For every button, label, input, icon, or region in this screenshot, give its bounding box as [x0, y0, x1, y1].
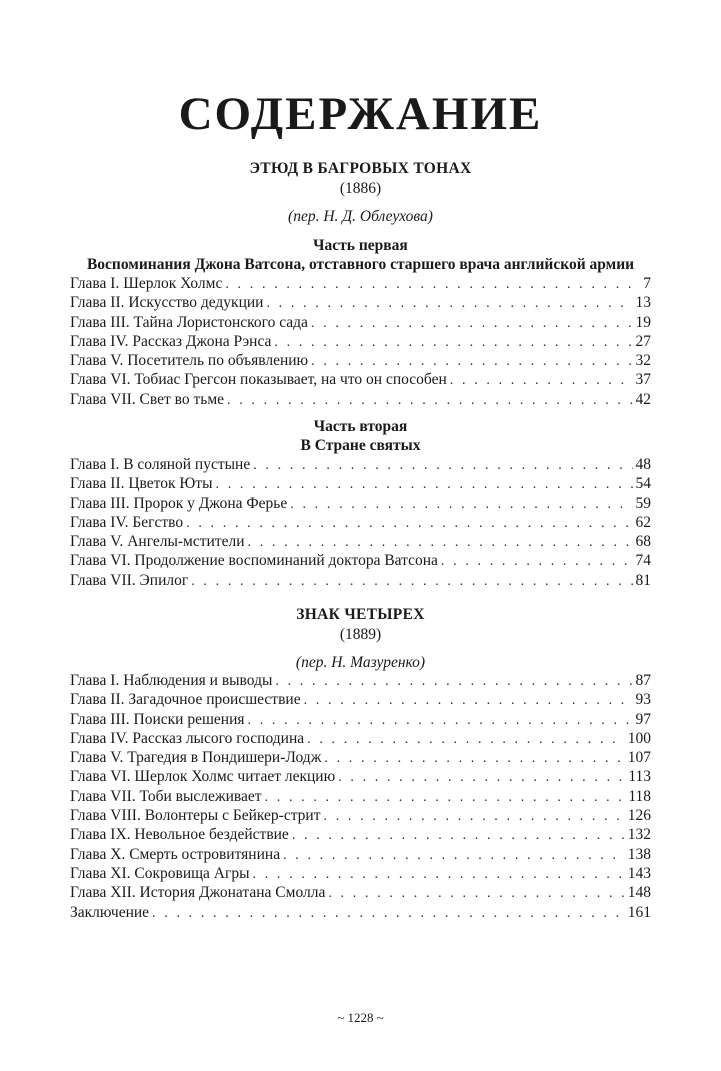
toc-leader-dots — [275, 672, 632, 691]
toc-entry[interactable] — [70, 903, 651, 922]
work2-chapter-list — [70, 671, 651, 922]
toc-entry[interactable] — [70, 806, 651, 825]
toc-leader-dots — [283, 846, 625, 865]
toc-entry[interactable] — [70, 748, 651, 767]
toc-leader-dots — [248, 533, 633, 552]
toc-leader-dots — [311, 352, 632, 371]
toc-entry-page: 48 — [635, 456, 651, 473]
toc-entry[interactable] — [70, 710, 651, 729]
toc-leader-dots — [274, 333, 632, 352]
toc-entry-page: 100 — [627, 729, 651, 747]
work1-part1-chapter-list — [70, 274, 651, 409]
toc-entry[interactable] — [70, 571, 651, 590]
toc-entry-title: Глава III. Тайна Лористонского сада — [70, 313, 308, 331]
toc-entry-title: Глава X. Смерть островитянина — [70, 845, 281, 863]
work1-title: ЭТЮД В БАГРОВЫХ ТОНАХ — [249, 160, 472, 177]
toc-entry[interactable] — [70, 370, 651, 389]
toc-entry[interactable] — [70, 883, 651, 902]
toc-entry-title: Глава II. Цветок Юты — [70, 475, 213, 493]
toc-entry-title: Глава III. Пророк у Джона Ферье — [70, 494, 288, 512]
toc-entry[interactable] — [70, 390, 651, 409]
toc-entry-title: Глава VIII. Волонтеры с Бейкер-стрит — [70, 807, 321, 825]
toc-entry-title: Глава I. В соляной пустыне — [70, 456, 251, 473]
toc-entry-page: 143 — [627, 864, 651, 882]
toc-entry-title: Глава V. Посетитель по объявлению — [70, 352, 309, 370]
toc-entry-title: Глава II. Искусство дедукции — [70, 294, 264, 312]
toc-leader-dots — [191, 572, 632, 591]
toc-leader-dots — [186, 514, 632, 533]
toc-leader-dots — [292, 826, 625, 845]
toc-entry-page: 19 — [635, 313, 651, 331]
toc-entry[interactable] — [70, 474, 651, 493]
toc-entry-title: Глава IV. Рассказ Джона Рэнса — [70, 332, 272, 350]
toc-entry-page: 74 — [635, 552, 651, 570]
toc-entry-title: Глава XI. Сокровища Агры — [70, 864, 250, 882]
toc-leader-dots — [304, 691, 633, 710]
toc-entry[interactable] — [70, 293, 651, 312]
toc-entry[interactable] — [70, 845, 651, 864]
toc-entry-title: Глава I. Шерлок Холмс — [70, 275, 223, 292]
toc-entry-page: 13 — [635, 294, 651, 312]
toc-leader-dots — [248, 711, 633, 730]
toc-leader-dots — [450, 371, 633, 390]
toc-leader-dots — [227, 391, 632, 410]
toc-entry-title: Глава I. Наблюдения и выводы — [70, 672, 273, 689]
toc-entry-page: 54 — [635, 475, 651, 493]
toc-entry[interactable] — [70, 274, 651, 293]
toc-entry[interactable] — [70, 494, 651, 513]
toc-leader-dots — [253, 865, 625, 884]
toc-entry[interactable] — [70, 864, 651, 883]
toc-entry[interactable] — [70, 332, 651, 351]
toc-entry-page: 81 — [635, 571, 651, 589]
toc-entry-page: 87 — [635, 672, 651, 689]
toc-leader-dots — [152, 904, 625, 923]
work1-part1-subtitle: Воспоминания Джона Ватсона, отставного старшего врача английской армии — [86, 256, 635, 273]
work2-year: (1889) — [339, 626, 382, 643]
work1-part2-subtitle: В Стране святых — [300, 437, 421, 454]
toc-entry-title: Глава II. Загадочное происшествие — [70, 691, 301, 709]
toc-entry-page: 68 — [635, 533, 651, 551]
toc-leader-dots — [225, 275, 640, 294]
toc-leader-dots — [324, 749, 624, 768]
toc-leader-dots — [290, 495, 632, 514]
toc-entry-page: 107 — [627, 749, 651, 767]
toc-entry-page: 118 — [628, 787, 651, 805]
toc-entry[interactable] — [70, 690, 651, 709]
toc-leader-dots — [216, 475, 633, 494]
toc-leader-dots — [328, 884, 624, 903]
work1-part2-chapter-list — [70, 455, 651, 590]
work1-year: (1886) — [339, 180, 382, 197]
toc-entry-title: Глава VII. Свет во тьме — [70, 390, 225, 408]
toc-entry-page: 161 — [627, 903, 651, 921]
page-title: СОДЕРЖАНИЕ — [178, 88, 543, 140]
toc-entry[interactable] — [70, 351, 651, 370]
toc-entry-title: Глава VI. Тобиас Грегсон показывает, на что он способен — [70, 371, 447, 389]
toc-entry-title: Глава III. Поиски решения — [70, 710, 245, 728]
toc-entry[interactable] — [70, 825, 651, 844]
toc-entry-title: Глава IV. Бегство — [70, 513, 184, 531]
toc-entry-page: 59 — [635, 494, 651, 512]
toc-leader-dots — [338, 768, 625, 787]
toc-entry-page: 97 — [635, 710, 651, 728]
toc-entry-title: Глава VI. Шерлок Холмс читает лекцию — [70, 768, 336, 786]
toc-entry-page: 93 — [635, 691, 651, 709]
toc-entry[interactable] — [70, 513, 651, 532]
toc-leader-dots — [266, 294, 632, 313]
toc-entry[interactable] — [70, 455, 651, 474]
toc-leader-dots — [441, 552, 633, 571]
toc-leader-dots — [311, 314, 633, 333]
toc-leader-dots — [307, 730, 625, 749]
toc-entry-page: 27 — [635, 332, 651, 350]
work2-translator: (пер. Н. Мазуренко) — [295, 654, 426, 671]
toc-entry-page: 32 — [635, 352, 651, 370]
toc-entry-title: Глава IV. Рассказ лысого господина — [70, 729, 305, 747]
toc-entry[interactable] — [70, 671, 651, 690]
toc-entry-page: 138 — [627, 845, 651, 863]
toc-entry-page: 126 — [627, 807, 651, 825]
toc-entry-page: 132 — [627, 826, 651, 844]
toc-entry-page: 42 — [635, 390, 651, 408]
toc-entry[interactable] — [70, 787, 651, 806]
toc-entry-title: Глава IX. Невольное бездействие — [70, 826, 289, 844]
toc-entry[interactable] — [70, 532, 651, 551]
toc-entry-title: Глава VII. Тоби выслеживает — [70, 787, 262, 805]
toc-entry-page: 113 — [628, 768, 651, 786]
toc-entry[interactable] — [70, 551, 651, 570]
work1-translator: (пер. Н. Д. Облеухова) — [288, 208, 433, 225]
toc-leader-dots — [253, 456, 632, 475]
toc-entry-title: Глава XII. История Джонатана Смолла — [70, 884, 326, 902]
work2-title: ЗНАК ЧЕТЫРЕХ — [296, 606, 425, 623]
toc-leader-dots — [324, 807, 625, 826]
work1-part2-heading: Часть вторая — [313, 418, 408, 435]
toc-entry[interactable] — [70, 313, 651, 332]
toc-entry-page: 148 — [627, 884, 651, 902]
toc-leader-dots — [265, 788, 626, 807]
toc-entry[interactable] — [70, 729, 651, 748]
toc-entry-title: Глава V. Трагедия в Пондишери-Лодж — [70, 749, 322, 767]
toc-entry-page: 62 — [635, 513, 651, 531]
toc-entry-title: Глава VI. Продолжение воспоминаний доктора Ватсона — [70, 552, 438, 570]
toc-entry[interactable] — [70, 767, 651, 786]
toc-entry-page: 7 — [643, 275, 651, 292]
toc-entry-title: Заключение — [70, 903, 150, 921]
toc-entry-page: 37 — [635, 371, 651, 389]
page-number-footer: ~ 1228 ~ — [337, 1010, 384, 1025]
work1-part1-heading: Часть первая — [313, 237, 408, 254]
toc-entry-title: Глава VII. Эпилог — [70, 571, 189, 589]
toc-entry-title: Глава V. Ангелы-мстители — [70, 533, 245, 551]
